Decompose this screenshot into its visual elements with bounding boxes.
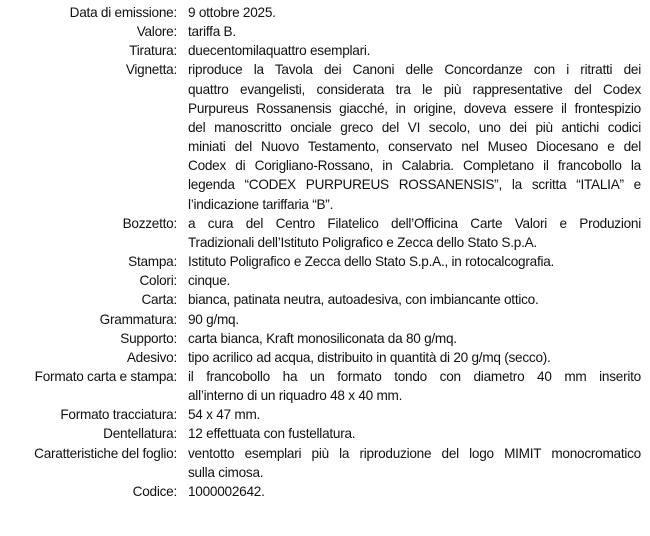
field-value: [188, 482, 641, 501]
field-value-line: tipo acrilico ad acqua, distribuito in quantità di 20 g/mq (secco).: [188, 349, 551, 365]
field-value-line: sulla cimosa.: [188, 464, 264, 480]
field-value-line: 1000002642.: [188, 483, 265, 499]
field-value-line: quattro evangelisti, considerata tra le più rappresentative del Codex: [188, 81, 641, 97]
field-label: Adesivo:: [126, 349, 177, 365]
field-value-line: bianca, patinata neutra, autoadesiva, con imbiancante ottico.: [188, 292, 539, 308]
field-label: Data di emissione:: [69, 5, 177, 20]
field-value: [188, 310, 641, 329]
field-value-line: 9 ottobre 2025.: [188, 5, 276, 20]
field-label: Caratteristiche del foglio:: [34, 445, 177, 461]
field-value-line: 54 x 47 mm.: [188, 407, 261, 423]
field-label: Vignetta:: [125, 62, 177, 78]
field-value-line: l’indicazione tariffaria “B”.: [188, 196, 334, 212]
field-label: Supporto:: [120, 330, 177, 346]
field-value: [188, 405, 641, 424]
field-value-line: all’interno di un riquadro 48 x 40 mm.: [188, 388, 403, 404]
field-value-line: 90 g/mq.: [188, 311, 239, 327]
field-label: Carta:: [141, 292, 177, 308]
field-row: [0, 60, 650, 213]
field-value: [188, 444, 641, 482]
stamp-specification-list: [0, 3, 650, 501]
field-label: Formato tracciatura:: [60, 407, 177, 423]
field-label: Grammatura:: [99, 311, 177, 327]
field-row: [0, 482, 650, 501]
field-value-line: cinque.: [188, 273, 231, 289]
field-label: Stampa:: [128, 254, 177, 270]
field-value-line: duecentomilaquattro esemplari.: [188, 43, 371, 59]
field-value-line: Purpureus Rossanensis giacché, in origine, doveva essere il frontespizio: [188, 100, 641, 116]
field-value: [188, 367, 641, 405]
field-value-line: riproduce la Tavola dei Canoni delle Concordanze con i ritratti dei: [188, 62, 641, 78]
field-value: [188, 3, 641, 22]
field-value-line: Codex di Corigliano-Rossano, in Calabria. Completano il francobollo la: [188, 158, 641, 174]
field-value: [188, 60, 641, 213]
field-row: [0, 310, 650, 329]
field-row: [0, 329, 650, 348]
field-value-line: tariffa B.: [188, 24, 236, 40]
field-row: [0, 348, 650, 367]
field-value-line: a cura del Centro Filatelico dell’Officina Carte Valori e Produzioni: [188, 215, 641, 231]
field-row: [0, 252, 650, 271]
field-row: [0, 271, 650, 290]
field-value-line: 12 effettuata con fustellatura.: [188, 426, 356, 442]
field-row: [0, 405, 650, 424]
field-value: [188, 271, 641, 290]
field-value-line: miniati del Nuovo Testamento, conservato nel Museo Diocesano e del: [188, 139, 641, 155]
field-value: [188, 214, 641, 252]
field-value: [188, 290, 641, 309]
field-value: [188, 329, 641, 348]
field-label: Valore:: [136, 24, 177, 40]
field-value: [188, 41, 641, 60]
field-row: [0, 444, 650, 482]
field-row: [0, 22, 650, 41]
field-label: Dentellatura:: [103, 426, 177, 442]
field-value: [188, 22, 641, 41]
field-value-line: Istituto Poligrafico e Zecca dello Stato S.p.A., in rotocalcografia.: [188, 254, 555, 270]
field-value: [188, 252, 641, 271]
field-row: [0, 424, 650, 443]
field-value-line: legenda “CODEX PURPUREUS ROSSANENSIS”, la scritta “ITALIA” e: [188, 177, 641, 193]
field-value-line: il francobollo ha un formato tondo con diametro 40 mm inserito: [188, 368, 641, 384]
field-value-line: carta bianca, Kraft monosiliconata da 80 g/mq.: [188, 330, 457, 346]
field-label: Formato carta e stampa:: [34, 368, 177, 384]
field-row: [0, 41, 650, 60]
field-row: [0, 290, 650, 309]
field-value: [188, 424, 641, 443]
field-row: [0, 367, 650, 405]
field-label: Colori:: [139, 273, 177, 289]
field-label: Bozzetto:: [122, 215, 177, 231]
field-value: [188, 348, 641, 367]
field-row: [0, 214, 650, 252]
field-value-line: ventotto esemplari più la riproduzione del logo MIMIT monocromatico: [188, 445, 641, 461]
field-label: Codice:: [132, 483, 177, 499]
field-value-line: Tradizionali dell’Istituto Poligrafico e Zecca dello Stato S.p.A.: [188, 234, 537, 250]
field-row: [0, 3, 650, 22]
field-label: Tiratura:: [129, 43, 177, 59]
field-value-line: del manoscritto onciale greco del VI secolo, uno dei più antichi codici: [188, 119, 641, 135]
